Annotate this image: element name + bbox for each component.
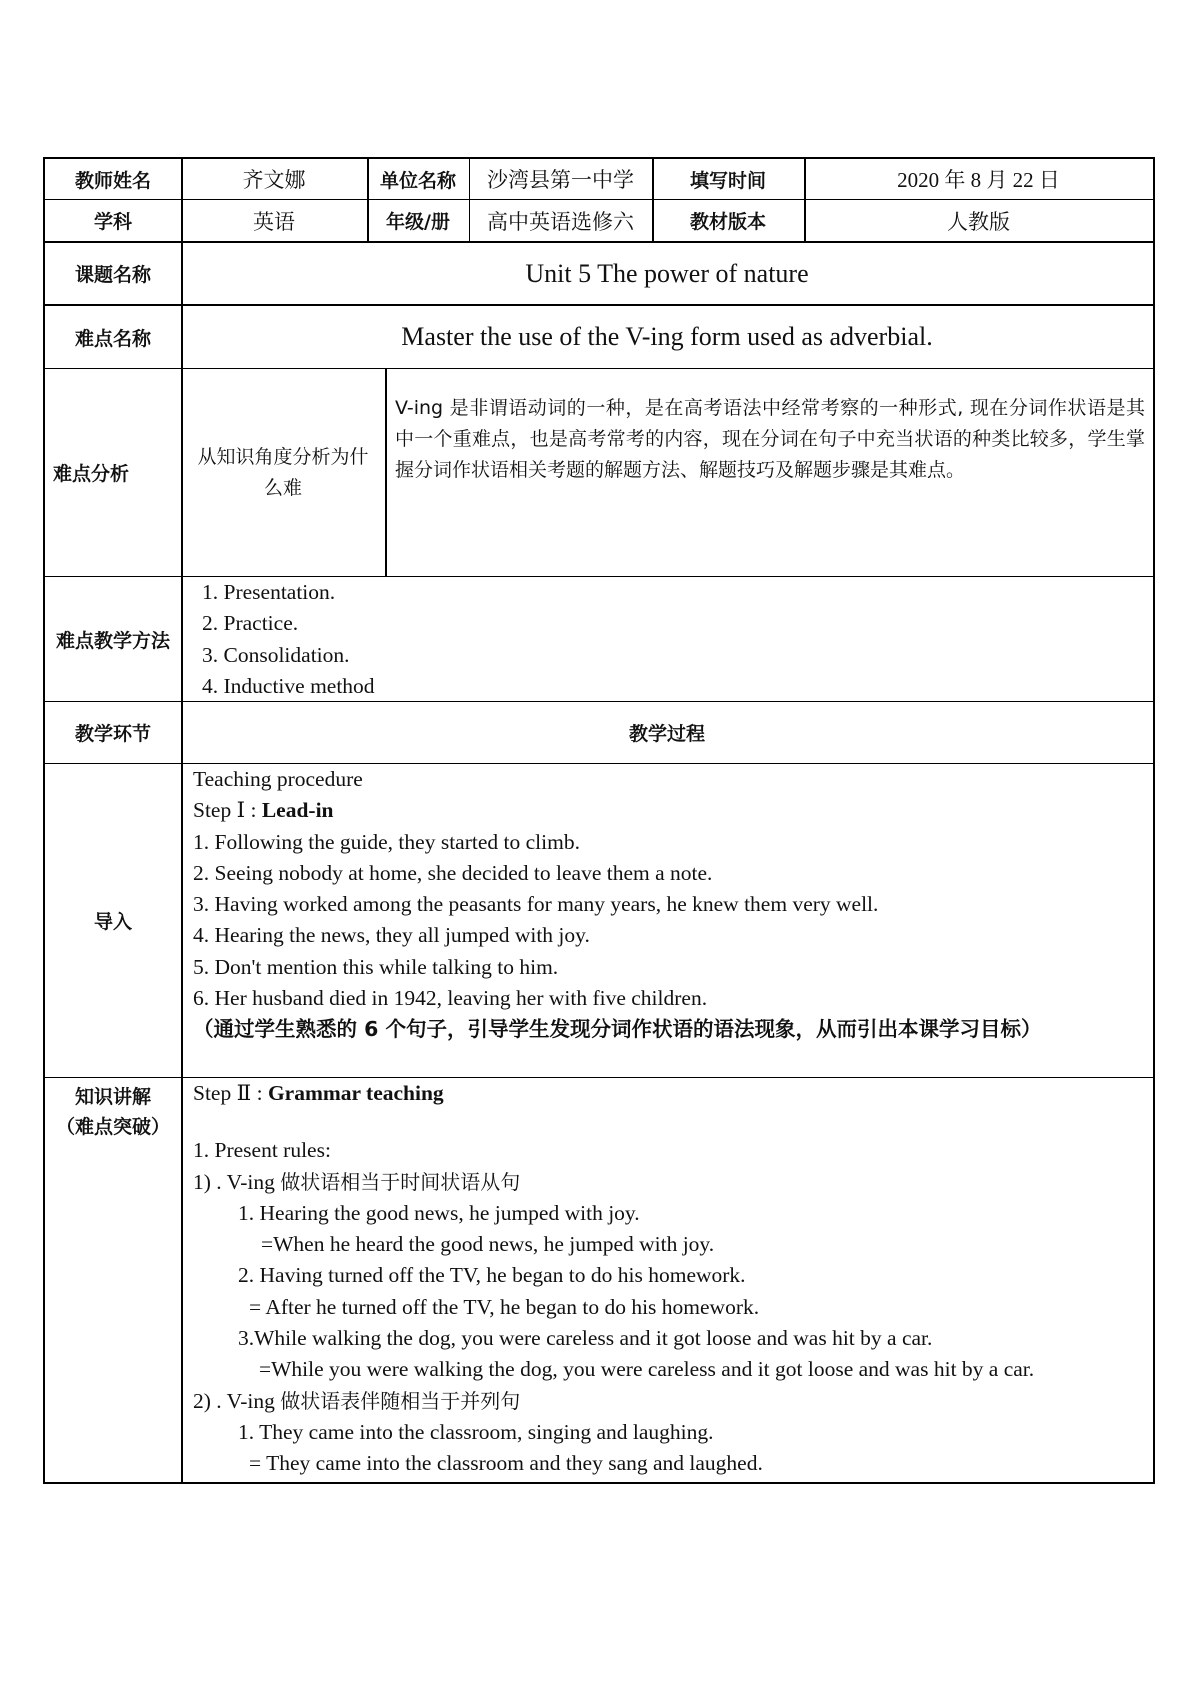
step-one-heading <box>193 795 1145 826</box>
grade-label: 年级/册 <box>386 211 450 233</box>
method-item: 3. Consolidation. <box>202 642 350 667</box>
header-row-1 <box>45 159 1153 200</box>
rule-example: 2. Having turned off the TV, he began to do his homework. <box>238 1263 746 1288</box>
lead-in-row <box>45 764 1153 1078</box>
step-prefix: Step Ⅰ : <box>193 798 262 823</box>
example-sentence: 3. Having worked among the peasants for many years, he knew them very well. <box>193 892 879 917</box>
step-prefix: Step Ⅱ : <box>193 1081 268 1105</box>
step-name: Grammar teaching <box>267 1081 444 1105</box>
edition-value: 人教版 <box>947 209 1010 234</box>
method-item: 4. Inductive method <box>202 673 375 698</box>
analysis-row <box>45 369 1153 577</box>
difficulty-label: 难点名称 <box>74 327 151 350</box>
section-header-row <box>45 702 1153 764</box>
example-sentence: 4. Hearing the news, they all jumped with joy. <box>193 923 590 948</box>
example-sentence: 2. Seeing nobody at home, she decided to leave them a note. <box>193 860 713 885</box>
unit-name: 沙湾县第一中学 <box>487 168 634 192</box>
example-sentence: 5. Don't mention this while talking to him. <box>193 954 559 979</box>
teacher-name: 齐文娜 <box>242 168 306 192</box>
procedure-title: Teaching procedure <box>193 767 363 791</box>
rule-example: = After he turned off the TV, he began to do his homework. <box>249 1294 760 1319</box>
present-rules: 1. Present rules: <box>193 1138 331 1163</box>
methods-row <box>45 577 1153 702</box>
edition-label: 教材版本 <box>689 211 766 233</box>
method-item: 1. Presentation. <box>202 580 336 604</box>
analysis-text: V-ing 是非谓语动词的一种，是在高考语法中经常考察的一种形式, 现在分词作状语是其中一个重难点，也是高考常考的内容，现在分词在句子中充当状语的种类比较多，学生掌握分词作状语相关考题的解题方法、解题技巧及解题步骤是其难点。 <box>395 397 1145 481</box>
rule-example: 1. They came into the classroom, singing and laughing. <box>238 1419 714 1444</box>
lead-in-note: （通过学生熟悉的 6 个句子，引导学生发现分词作状语的语法现象，从而引出本课学习目标） <box>193 1017 1042 1042</box>
example-sentence: 6. Her husband died in 1942, leaving her with five children. <box>193 986 708 1011</box>
header-row-2 <box>45 200 1153 243</box>
knowledge-content <box>193 1078 1145 1480</box>
analysis-text-cell <box>385 369 1153 576</box>
section-label: 教学环节 <box>74 723 151 745</box>
rule-two-heading: 2) . V-ing 做状语表伴随相当于并列句 <box>193 1388 521 1413</box>
grade-value: 高中英语选修六 <box>487 209 634 234</box>
subject-value: 英语 <box>253 209 295 234</box>
lead-in-content <box>193 764 1145 1044</box>
rule-example: 3.While walking the dog, you were careless and it got loose and was hit by a car. <box>238 1326 933 1351</box>
example-sentence: 1. Following the guide, they started to climb. <box>193 829 580 854</box>
lesson-plan-table <box>43 157 1155 1484</box>
date-value: 2020 年 8 月 22 日 <box>897 168 1060 192</box>
difficulty-row <box>45 306 1153 369</box>
unit-label: 单位名称 <box>379 169 456 192</box>
step-two-heading <box>193 1078 1145 1109</box>
methods-label: 难点教学方法 <box>55 629 170 652</box>
difficulty-value: Master the use of the V-ing form used as adverbial. <box>401 322 933 351</box>
knowledge-label: 知识讲解 <box>74 1086 151 1108</box>
section-value: 教学过程 <box>628 723 705 745</box>
step-name: Lead-in <box>261 798 334 823</box>
knowledge-sub-label: （难点突破） <box>55 1116 170 1138</box>
knowledge-row <box>45 1078 1153 1482</box>
topic-value: Unit 5 The power of nature <box>525 258 809 288</box>
knowledge-label-cell <box>45 1078 181 1482</box>
topic-label: 课题名称 <box>74 264 151 286</box>
date-label: 填写时间 <box>689 169 766 192</box>
rule-example: =While you were walking the dog, you were careless and it got loose and was hit by a car. <box>259 1357 1035 1382</box>
teacher-label: 教师姓名 <box>74 169 151 192</box>
rule-one-heading: 1) . V-ing 做状语相当于时间状语从句 <box>193 1169 521 1194</box>
lead-in-label: 导入 <box>93 911 132 933</box>
analysis-label: 难点分析 <box>53 463 130 485</box>
analysis-sub-label: 从知识角度分析为什么难 <box>197 445 369 499</box>
method-item: 2. Practice. <box>202 611 299 636</box>
methods-list <box>202 577 1145 702</box>
topic-row <box>45 243 1153 306</box>
rule-example: 1. Hearing the good news, he jumped with joy. <box>238 1200 640 1225</box>
rule-example: = They came into the classroom and they sang and laughed. <box>249 1451 763 1476</box>
subject-label: 学科 <box>93 211 132 233</box>
rule-example: =When he heard the good news, he jumped with joy. <box>261 1232 715 1257</box>
